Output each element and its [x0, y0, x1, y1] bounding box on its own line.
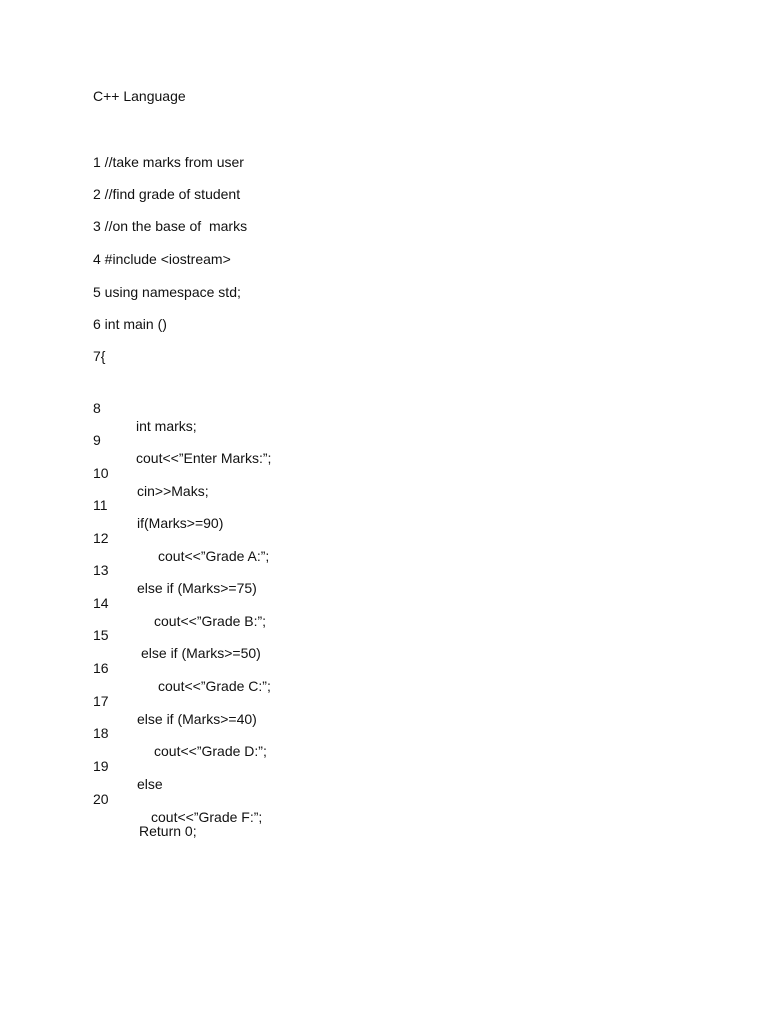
line-code: else if (Marks>=40) — [137, 711, 257, 727]
code-line-6: 6 int main () — [93, 316, 167, 332]
line-number: 17 — [93, 693, 109, 709]
line-number: 10 — [93, 465, 109, 481]
line-code: cout<<”Grade D:”; — [154, 743, 267, 759]
line-number: 12 — [93, 530, 109, 546]
line-code: Return 0; — [139, 823, 197, 839]
line-number: 14 — [93, 595, 109, 611]
line-number: 11 — [93, 497, 108, 513]
line-code: else — [137, 776, 163, 792]
code-line-return — [0, 804, 768, 858]
line-number: 18 — [93, 725, 109, 741]
line-number: 16 — [93, 660, 109, 676]
line-number: 13 — [93, 562, 109, 578]
line-code: else if (Marks>=75) — [137, 580, 257, 596]
code-line-2: 2 //find grade of student — [93, 186, 241, 202]
line-number: 19 — [93, 758, 109, 774]
line-number: 20 — [93, 791, 109, 807]
line-code: cout<<”Grade C:”; — [158, 678, 271, 694]
line-code: cout<<”Enter Marks:”; — [136, 450, 272, 466]
code-line-4: 4 #include <iostream> — [93, 251, 231, 267]
document-title: C++ Language — [93, 88, 186, 104]
line-code: cout<<”Grade B:”; — [154, 613, 267, 629]
line-code: if(Marks>=90) — [137, 515, 224, 531]
line-number: 15 — [93, 627, 109, 643]
line-code: cout<<”Grade F:”; — [151, 809, 263, 825]
line-code: int marks; — [136, 418, 197, 434]
code-line-3: 3 //on the base of marks — [93, 218, 248, 234]
line-code: cin>>Maks; — [137, 483, 209, 499]
code-line-5: 5 using namespace std; — [93, 284, 241, 300]
line-code: else if (Marks>=50) — [141, 645, 261, 661]
line-number: 8 — [93, 400, 101, 416]
line-code: cout<<”Grade A:”; — [158, 548, 270, 564]
line-number: 9 — [93, 432, 101, 448]
code-line-1: 1 //take marks from user — [93, 154, 244, 170]
code-line-7: 7{ — [93, 348, 106, 364]
